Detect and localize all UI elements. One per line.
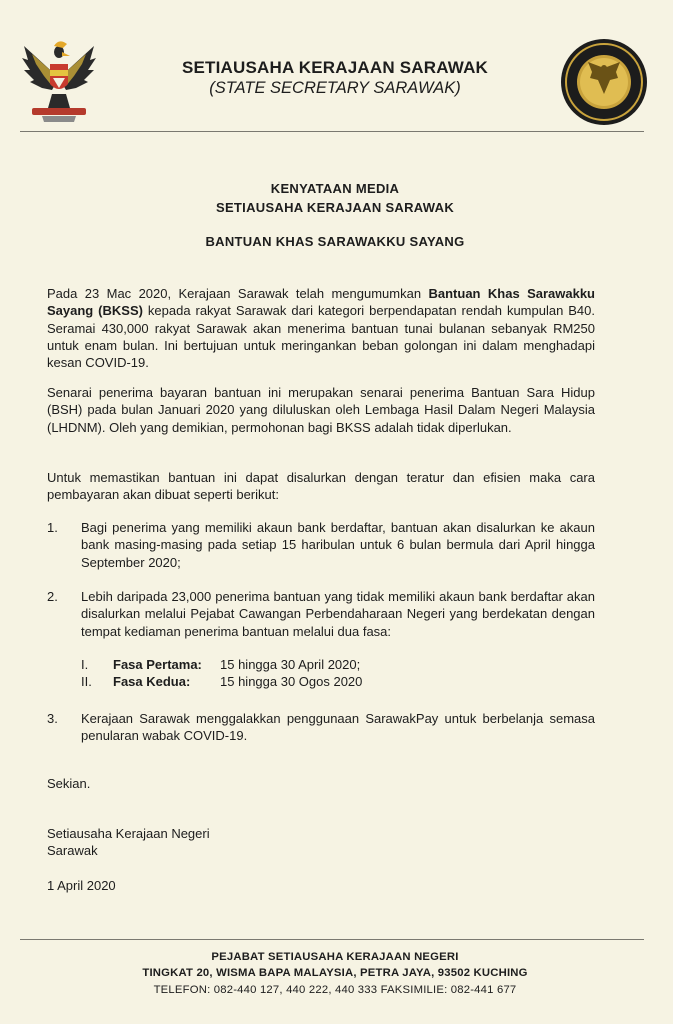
state-secretary-seal-icon	[560, 38, 648, 126]
paragraph-payment-intro: Untuk memastikan bantuan ini dapat disalurkan dengan teratur dan efisien maka cara pembayaran akan dibuat seperti berikut:	[47, 470, 595, 503]
list-item-number: 2.	[47, 589, 58, 604]
signatory-state: Sarawak	[47, 843, 98, 858]
list-item-number: 1.	[47, 520, 58, 535]
list-item-text: Kerajaan Sarawak menggalakkan penggunaan SarawakPay untuk berbelanja semasa penularan wabak COVID-19.	[81, 711, 595, 744]
phase-dates: 15 hingga 30 April 2020;	[220, 657, 361, 672]
phase-name: Fasa Kedua:	[113, 674, 191, 689]
header-divider	[20, 131, 644, 132]
footer-address: TINGKAT 20, WISMA BAPA MALAYSIA, PETRA JAYA, 93502 KUCHING	[142, 967, 528, 979]
list-item-text: Bagi penerima yang memiliki akaun bank berdaftar, bantuan akan disalurkan ke akaun bank masing-masing pada setiap 15 haribulan untuk 6 bulan bermula dari April hingga September 2020;	[81, 520, 595, 570]
document-type-title: KENYATAAN MEDIA	[270, 181, 400, 196]
subject-heading: BANTUAN KHAS SARAWAKKU SAYANG	[205, 234, 465, 249]
organization-title: SETIAUSAHA KERAJAAN SARAWAK	[181, 58, 489, 77]
footer-divider	[20, 939, 644, 940]
closing-remark: Sekian.	[47, 776, 91, 791]
list-item-text: Lebih daripada 23,000 penerima bantuan yang tidak memiliki akaun bank berdaftar akan disalurkan melalui Pejabat Cawangan Perbendaharaan Negeri yang berdekatan dengan tempat kediaman penerima bantuan melalui dua fasa:	[81, 589, 595, 639]
phase-numeral: I.	[81, 657, 89, 672]
issuer-title: SETIAUSAHA KERAJAAN SARAWAK	[215, 200, 455, 215]
footer-office-name: PEJABAT SETIAUSAHA KERAJAAN NEGERI	[211, 951, 459, 963]
organization-subtitle: (STATE SECRETARY SARAWAK)	[209, 79, 461, 97]
document-date: 1 April 2020	[47, 878, 116, 893]
paragraph-recipients: Senarai penerima bayaran bantuan ini merupakan senarai penerima Bantuan Sara Hidup (BSH) pada bulan Januari 2020 yang diluluskan oleh Lembaga Hasil Dalam Negeri Malaysia (LHDNM). Oleh yang demikian, permohonan bagi BKSS adalah tidak diperlukan.	[47, 385, 595, 435]
sarawak-crest-icon	[18, 38, 100, 124]
phase-dates: 15 hingga 30 Ogos 2020	[220, 674, 363, 689]
signatory-title: Setiausaha Kerajaan Negeri	[47, 826, 210, 841]
phase-name: Fasa Pertama:	[113, 657, 202, 672]
phase-numeral: II.	[81, 674, 92, 689]
footer-contact: TELEFON: 082-440 127, 440 222, 440 333 FAKSIMILIE: 082-441 677	[153, 984, 517, 996]
paragraph-announcement: Pada 23 Mac 2020, Kerajaan Sarawak telah mengumumkan Bantuan Khas Sarawakku Sayang (BKSS) kepada rakyat Sarawak dari kategori berpendapatan rendah kumpulan B40. Seramai 430,000 rakyat Sarawak akan menerima bantuan tunai bulanan sebanyak RM250 untuk enam bulan. Ini bertujuan untuk meringankan beban golongan ini dalam menghadapi kesan COVID-19.	[47, 286, 596, 371]
list-item-number: 3.	[47, 711, 58, 726]
